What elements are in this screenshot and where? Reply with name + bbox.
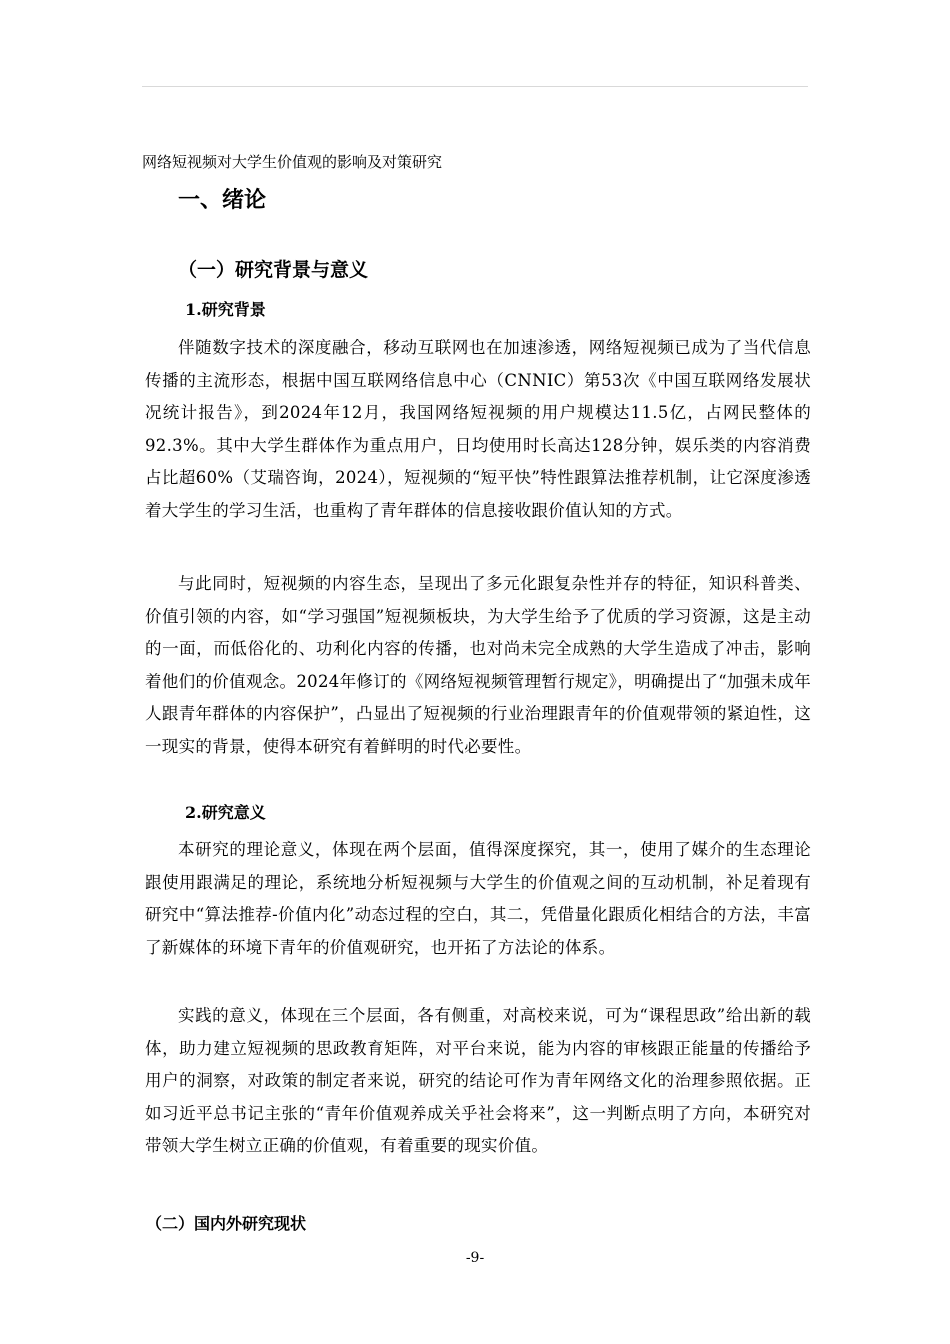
- section-heading-research-status: （二）国内外研究现状: [146, 1214, 307, 1233]
- header-divider: [142, 86, 808, 87]
- subsection-heading-background: 1.研究背景: [185, 300, 266, 319]
- paragraph: 与此同时，短视频的内容生态，呈现出了多元化跟复杂性并存的特征，知识科普类、价值引领的内容，如“学习强国”短视频板块，为大学生给予了优质的学习资源，这是主动的一面，而低俗化的、功利化内容的传播，也对尚未完全成熟的大学生造成了冲击，影响着他们的价值观念。2024年修订的《网络短视频管理暂行规定》，明确提出了“加强未成年人跟青年群体的内容保护”，凸显出了短视频的行业治理跟青年的价值观带领的紧迫性，这一现实的背景，使得本研究有着鲜明的时代必要性。: [145, 574, 811, 756]
- paragraph: 实践的意义，体现在三个层面，各有侧重，对高校来说，可为“课程思政”给出新的载体，助力建立短视频的思政教育矩阵，对平台来说，能为内容的审核跟正能量的传播给予用户的洞察，对政策的制定者来说，研究的结论可作为青年网络文化的治理参照依据。正如习近平总书记主张的“青年价值观养成关乎社会将来”，这一判断点明了方向，本研究对带领大学生树立正确的价值观，有着重要的现实价值。: [145, 1006, 811, 1155]
- paragraph: 本研究的理论意义，体现在两个层面，值得深度探究，其一，使用了媒介的生态理论跟使用跟满足的理论，系统地分析短视频与大学生的价值观之间的互动机制，补足着现有研究中“算法推荐-价值内化”动态过程的空白，其二，凭借量化跟质化相结合的方法，丰富了新媒体的环境下青年的价值观研究，也开拓了方法论的体系。: [145, 840, 811, 957]
- running-header: 网络短视频对大学生价值观的影响及对策研究: [142, 153, 443, 171]
- paragraph: 伴随数字技术的深度融合，移动互联网也在加速渗透，网络短视频已成为了当代信息传播的主流形态，根据中国互联网络信息中心（CNNIC）第53次《中国互联网络发展状况统计报告》，到2024年12月，我国网络短视频的用户规模达11.5亿，占网民整体的92.3%。其中大学生群体作为重点用户，日均使用时长高达128分钟，娱乐类的内容消费占比超60%（艾瑞咨询，2024），短视频的“短平快”特性跟算法推荐机制，让它深度渗透着大学生的学习生活，也重构了青年群体的信息接收跟价值认知的方式。: [145, 338, 811, 520]
- section-heading-background: （一）研究背景与意义: [178, 259, 369, 281]
- chapter-heading: 一、绪论: [178, 188, 267, 213]
- subsection-heading-significance: 2.研究意义: [185, 803, 266, 822]
- page-number: -9-: [465, 1250, 485, 1266]
